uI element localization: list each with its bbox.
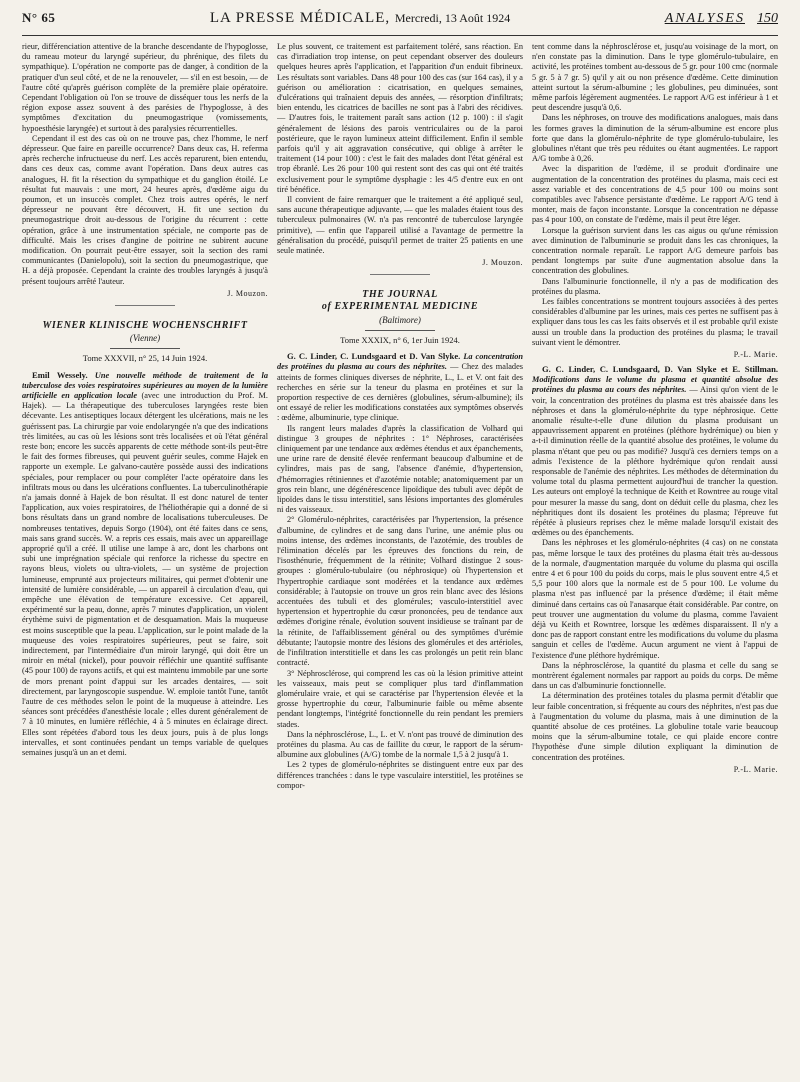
issue-date: Mercredi, 13 Août 1924 [394,11,511,25]
article-title: Une nouvelle méthode de traitement de la tuberculose des voies respiratoires supérieures au moyen de la lumière artificielle en application locale [22,370,268,400]
paragraph: Dans les néphroses, on trouve des modifications analogues, mais dans les formes graves la diminution de la sérum-albumine est encore plus forte que dans la glomérulo-néphrite de type glomérulo-tubulaire, les globulines n'étant que très peu réduites ou étant augmentées. Le rapport A/G tombe à 0,26. [532,113,778,164]
article [532,364,778,538]
journal-name: LA PRESSE MÉDICALE, [209,10,391,26]
paragraph: Dans les néphroses et les glomérulo-néphrites (4 cas) on ne constata pas, même lorsque le taux des protéines du plasma était très au-dessous de la normale, d'augmentation marquée du volume du plasma qui oscilla entre 4 et 6 pour 100 du poids du corps, mais le plus souvent entre 4,5 et 5,5 pour 100 alors que la normale est de 5 pour 100. Le volume du plasma n'est pas influencé par la présence d'œdème; il était même diminué dans certains cas où l'anasarque était considérable. Par contre, on peut trouver une augmentation du volume du plasma, comme l'avaient déjà vu Keith et Rowntree, lorsque les œdèmes disparaissent. Il n'y a donc pas de rapport constant entre les modifications du volume du plasma sanguin et celles de l'œdème. Aucun argument ne vient à l'appui de l'existence d'une pléthore hydrémique. [532,538,778,660]
paragraph: La détermination des protéines totales du plasma permit d'établir que leur faible concentration, si fréquente au cours des néphrites, n'est pas due à l'augmentation du volume du plasma, mais à une diminution de la quantité absolue de ces protéines. La globuline totale varie beaucoup moins que la sérum-albumine totale, ce qui plaide encore contre l'hypothèse d'une simple dilution expliquant la diminution de concentration des protéines. [532,691,778,762]
paragraph: rieur, différenciation attentive de la branche descendante de l'hypoglosse, du rameau moteur du laryngé supérieur, du phrénique, des filets du sympathique). L'opération ne comporte pas de danger, à condition de la pratiquer d'un seul côté, et de ne la renouveler, — s'il en est besoin, — de l'autre côté qu'après guérison complète de la première plaie opératoire. Cependant l'obligation où l'on se trouve de disséquer tous les nerfs de la région expose assez souvent à des parésies de l'hypoglosse, à des symptômes d'excitation du pneumogastrique (vomissements, hypoesthésie laryngée) et surtout à des paralysies récurrentielles. [22,42,268,133]
signature: P.-L. Marie. [733,764,778,774]
article-title: La concentration des protéines du plasma au cours des néphrites. [277,352,523,372]
section-name: ANALYSES [664,11,745,26]
signature: J. Mouzon. [482,258,523,268]
article-body: (avec une introduction du Prof. M. Hajek). — La thérapeutique des tuberculoses laryngées reste bien décevante. Les antiseptiques locaux détergent les ulcérations, mais ne les guérissent pas. La chirurgie par voie endolaryngée n'a que des indications très limitées, au cas où les lésions sont très localisées et où l'état général reste bon; encore les succès apparents de cette méthode sont-ils peut-être le fait des formes fibreuses, qui peuvent guérir seules, comme Hajek en rapporte un exemple. Le galvano-cautère possède aussi des indications spéciales, pour remplacer ou pour compléter l'acte opératoire dans les infiltrats mous ou dans les ulcérations confluentes. La tuberculinothérapie n'a jamais donné à Hajek de bon résultat. Il est donc naturel de tenter l'application, aux voies respiratoires, de l'héliothérapie qui a donné de si bons résultats dans un grand nombre de localisations tuberculeuses. De nombreuses tentatives, depuis Sorgo (1904), ont été faites dans ce sens, mais sans grand succès. W. a repris ces essais, mais avec un appareillage approprié qu'il a créé. Il utilise une lampe à arc, dont les charbons ont subi une imprégnation spéciale qui renforce la richesse du spectre en rayons bleus, violets ou ultra-violets, — un système de projection lumineuse, emprunté aux projecteurs militaires, qui permet d'obtenir une intensité de lumière considérable, — un appareil à circulation d'eau, qui empêche une élévation de température excessive. Cet appareil, expérimenté sur la peau, donne, après 7 minutes d'application, un violent érythème suivi de pigmentation et de desquamation. Mais la muqueuse est moins susceptible que la peau. L'application, sur le point malade de la muqueuse des voies respiratoires supérieures, peut se faire, soit indirectement, par l'intermédiaire d'un miroir laryngé, qui doit être un miroir en métal (nickel), pour pouvoir réfléchir une quantité suffisante (45 pour 100) de rayons actifs, et qui est maintenu immobile par une sorte de mors prenant point d'appui sur les arcades dentaires, — soit directement, par laryngoscopie suspendue. W. emploie tantôt l'une, tantôt l'autre de ces méthodes selon le point de la muqueuse à atteindre. Les séances sont précédées d'anesthésie locale ; elles durent généralement de 7 à 10 minutes, en lumière réfléchie, 4 à 5 minutes en éclairage direct. Elles sont répétées d'abord tous les deux jours, puis à de plus longs intervalles, et sont continuées pendant un temps variable de quelques semaines jusqu'à un an et demi. [22,390,268,758]
article-body: — Chez des malades atteints de formes cliniques diverses de néphrite, L., L. et V. ont fait des recherches en série sur la teneur du plasma en protéines et sur la proportion respective de ces dernières (globulines, sérum-albumine); ils ont essayé de relier les modifications constatées aux symptômes observés : œdème, albuminurie, type clinique. [277,362,523,423]
issue-number: N° 65 [22,10,56,25]
divider [365,330,435,331]
paragraph: Dans la néphrosclérose, la quantité du plasma et celle du sang se montrèrent également normales par rapport au poids du corps. De même dans un cas d'albuminurie fonctionnelle. [532,660,778,691]
article-authors: G. C. Linder, C. Lundsgaard, D. Van Slyke et E. Stillman. [542,363,778,374]
paragraph: Ils rangent leurs malades d'après la classification de Volhard qui distingue 3 groupes de néphrites : 1° Néphroses, caractérisées cliniquement par une tendance aux œdèmes étendus et aux épanchements, une urine rare de densité élevée renfermant beaucoup d'albumine et de cylindres, mais pas de sang, l'absence d'anémie, d'hypertension, d'hémorragies rétiniennes et d'azotémie notable; anatomiquement par un gros rein blanc, une dégénérescence lipoïdique des tubuli avec dépôt de lipoïdes dans le tissu interstitiel, sans lésions importantes des glomérules ni des vaisseaux. [277,423,523,515]
journal-heading-city: (Baltimore) [379,314,421,325]
page-number: 150 [757,11,778,26]
journal-heading-city: (Vienne) [129,333,161,343]
journal-tome: Tome XXXIX, n° 6, 1er Juin 1924. [340,334,460,345]
divider [370,274,430,275]
journal-heading [277,289,523,345]
article-title: Modifications dans le volume du plasma et quantité absolue des protéines du plasma au cours des néphrites. [532,375,778,395]
paragraph: Lorsque la guérison survient dans les cas aigus ou qu'une rémission avec diminution de l'albuminurie se produit dans les cas chroniques, la concentration normale reparaît. Le rapport A/G demeure parfois bas pendant longtemps par suite d'une augmentation absolue dans la concentration des globulines. [532,225,778,276]
page-header [22,10,778,36]
paragraph: tent comme dans la néphrosclérose et, jusqu'au voisinage de la mort, on n'en constate pas la diminution. Dans le type glomérulo-tubulaire, en activité, les protéines tombent au-dessous de 5 gr. pour 100 cmc (normale 5 gr. 5 à 7 gr. 5) qu'il y ait ou non présence d'œdème. Cette diminution atteint surtout la sérum-albumine ; les globulines, peu diminuées, sont même parfois légèrement augmentées. Le rapport A/G est inférieur à 1 et peut descendre jusqu'à 0,6. [532,42,778,113]
signature: J. Mouzon. [227,288,268,298]
paragraph: Avec la disparition de l'œdème, il se produit d'ordinaire une augmentation de la concentration des protéines du plasma, mais ceci est assez variable et des concentrations de 4,5 pour 100 ou moins sont compatibles avec l'absence persistante d'œdème. Le rapport A/G tend à monter, mais de façon inconstante. Lorsque la concentration ne dépasse pas 4 pour 100, on constate de l'œdème, mais il peut être léger. [532,164,778,225]
column-1 [22,42,268,1072]
article [277,351,523,423]
divider [110,348,180,349]
paragraph: Il convient de faire remarquer que le traitement a été appliqué seul, sans aucune thérapeutique adjuvante, — que les malades étaient tous des tuberculeux pulmonaires (W. n'a pas rencontré de tuberculose laryngée primitive), — enfin que l'appareil utilisé a l'avantage de permettre la généralisation du procédé, puisqu'il permet de traiter 25 patients en une seule matinée. [277,195,523,256]
article [22,370,268,759]
article-authors: Emil Wessely. [32,369,88,380]
column-2 [277,42,523,1072]
article-body: — Ainsi qu'on vient de le voir, la concentration des protéines du plasma est très abaissée dans les néphroses et dans la glomérulo-néphrite du type néphrosique. Cette anomalie résulte-t-elle d'une dilution du plasma produisant un appauvrissement apparent en protéines (pléthore hydrémique) ou bien y a-t-il diminution réelle de la quantité absolue des protéines, le volume du plasma n'étant que peu ou pas modifié? Jusqu'à ces derniers temps on a admis l'existence de la pléthore hydrémique qu'on rendait aussi responsable de l'anémie des néphrites. Les méthodes de détermination du volume total du plasma permettent aujourd'hui de trancher la question. Les auteurs ont employé la technique de Keith et Rowntree au rouge vital pour mesurer la masse du sang, dont on déduit celle du plasma, chez les néphritiques dont ils dosaient les protéines du plasma; l'épreuve fut répétée à plusieurs reprises chez le même malade lorsqu'il existait des œdèmes ou des épanchements. [532,385,778,538]
paragraph: Cependant il est des cas où on ne trouve pas, chez l'homme, le nerf dépresseur. Que faire en pareille occurrence? Dans deux cas, H. referma après recherche infructueuse du nerf. Les accès reparurent, bien entendu, dans ces deux cas, comme avant l'opération. Dans deux autres cas analogues, H. fit la résection du sympathique et du ganglion étoilé. Le résultat fut mauvais : une mort, 24 heures après, d'œdème aigu du poumon, et un insuccès complet. Chez trois autres opérés, le nerf dépresseur ne pouvant être découvert, H. fit une section du pneumogastrique droit au-dessous de l'origine du récurrent : cette opération, grâce à une instrumentation spéciale, ne comporte pas de difficulté. Mais les crises d'angine de poitrine ne subirent aucune modification. On pourrait peut-être essayer, soit la section des rami communicantes (Danielopolu), soit la section du pneumogastrique, que H. a déjà proposée. Cependant la crainte des troubles laryngés à jusqu'à présent toujours arrêté l'auteur. [22,133,268,286]
journal-heading-title: WIENER KLINISCHE WOCHENSCHRIFT [42,319,248,331]
column-3 [532,42,778,1072]
paragraph: Le plus souvent, ce traitement est parfaitement toléré, sans réaction. En cas d'irradiation trop intense, on peut cependant observer des douleurs quelques heures après l'application, et l'apparition d'un enduit fibrineux. Les résultats sont variables. Dans 48 pour 100 des cas (sur 164 cas), il y a guérison ou amélioration : cicatrisation, en quelques semaines, d'ulcérations qui traînaient depuis des années, — résorption d'infiltrats; bien entendu, les cicatrices de bacilles ne sont pas à l'abri des récidives. — D'autres fois, le traitement paraît sans action (12 p. 100) : il s'agit généralement de lésions des parois ventriculaires ou de la paroi postérieure, que le rayon lumineux atteint difficilement. Enfin il semble parfois qu'il y ait aggravation consécutive, qui oblige à arrêter le traitement (14 pour 100) : c'est le fait des malades dont l'état général est trop ébranlé. Les 26 pour 100 qui restent sont des cas qui ont été traités exclusivement pour le symptôme dysphagie : les 4/5 d'entre eux en ont tiré bénéfice. [277,42,523,194]
article-authors: G. C. Linder, C. Lundsgaard et D. Van Slyke. [287,351,461,362]
columns [22,42,778,1072]
paragraph: 2° Glomérulo-néphrites, caractérisées par l'hypertension, la présence d'albumine, de cylindres et de sang dans l'urine, une anémie plus ou moins intense, des œdèmes inconstants, de l'azotémie, des troubles de l'élimination décelés par les épreuves des fonctions du rein, de l'isosthénurie, fréquemment de la rétinite; Volhard distingue 2 sous-groupes : glomérulo-tubulaire (ou néphrosique) où l'hypertension et l'hypertrophie cardiaque sont modérées et la tendance aux œdèmes considérable; à l'autopsie on trouve un gros rein blanc avec des lésions accentuées des tubuli et des glomérules; vasculo-interstitiel avec hypertension et hypertrophie du cœur prononcées, peu de tendance aux œdèmes d'origine rénale, évolution souvent insidieuse se traînant par de la rétinite, de l'affaiblissement général ou des symptômes d'urémie débutante; l'autopsie montre des lésions des glomérules et des artérioles, de l'infiltration interstitielle et dans les cas prolongés un petit rein blanc contracté. [277,515,523,668]
section-title [665,11,778,27]
paragraph: 3° Néphrosclérose, qui comprend les cas où la lésion primitive atteint les vaisseaux, mais peut se compliquer plus tard d'inflammation glomérulaire vraie, et qui se caractérise par l'hypertension élevée et la grosse hypertrophie du cœur, l'albuminurie faible ou même absente pendant longtemps, l'intégrité fonctionnelle du rein pendant les premiers stades. [277,668,523,729]
paragraph: Les 2 types de glomérulo-néphrites se distinguent entre eux par des différences tranchées : dans le type vasculaire interstitiel, les protéines se compor- [277,760,523,790]
journal-heading [22,320,268,364]
journal-tome: Tome XXXVII, n° 25, 14 Juin 1924. [82,353,208,364]
divider [115,305,175,306]
paragraph: Les faibles concentrations se montrent toujours associées à des pertes considérables d'albumine par les urines, mais ces pertes ne suffisent pas à expliquer dans tous les cas les faits observés et il est probable qu'il existe aussi un trouble dans la production des protéines du plasma; le travail suivant vient le démontrer. [532,297,778,347]
signature: P.-L. Marie. [733,350,778,360]
paragraph: Dans la néphrosclérose, L., L. et V. n'ont pas trouvé de diminution des protéines du plasma. Au cas de faillite du cœur, le rapport de la sérum-albumine aux globulines (A/G) tombe de la normale 1,5 à 2 jusqu'à 1. [277,729,523,760]
paragraph: Dans l'albuminurie fonctionnelle, il n'y a pas de modification des protéines du plasma. [532,276,778,296]
journal-heading-title-line1: THE JOURNAL [362,289,438,301]
journal-heading-title-line2: of EXPERIMENTAL MEDICINE [321,301,479,313]
journal-title [210,10,510,27]
